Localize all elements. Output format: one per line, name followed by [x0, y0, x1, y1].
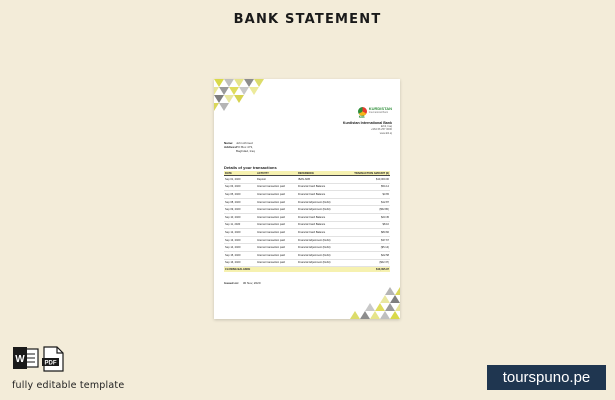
cell-activity: Internet transaction paid [257, 246, 285, 250]
cell-activity: Internet transaction paid [257, 215, 285, 219]
header-activity: ACTIVITY [257, 171, 269, 175]
word-icon-letter: W [15, 354, 25, 365]
page-heading: BANK STATEMENT [233, 12, 382, 27]
transactions-table [224, 171, 390, 267]
cell-amount: $3.65 [382, 192, 389, 196]
cell-amount: $23.45 [381, 215, 389, 219]
cell-date: Sep 10, 2020 [225, 215, 241, 219]
cell-date: Sep 15, 2020 [225, 253, 241, 257]
table-row [224, 252, 390, 260]
bank-web-line: www.kib.iq [379, 131, 392, 135]
issued-on-label: Issued on: [224, 281, 240, 285]
decorative-triangles-top-left [214, 79, 266, 119]
cell-activity: Internet transaction paid [257, 238, 285, 242]
bank-info [343, 106, 392, 135]
cell-date: Sep 13, 2020 [225, 238, 241, 242]
closing-balance-row [224, 267, 390, 272]
cell-reference: Financial Adjustment (Debit) [298, 261, 331, 265]
customer-info [224, 141, 255, 153]
cell-reference: Financial Cash Balance [298, 223, 326, 227]
issued-on [224, 281, 260, 285]
cell-activity: Internet transaction paid [257, 230, 285, 234]
cell-reference: Financial Adjustment (Debit) [298, 238, 331, 242]
customer-name-label: Name: [224, 141, 234, 145]
cell-activity: Internet transaction paid [257, 253, 285, 257]
cell-amount: $37.67 [381, 238, 389, 242]
bank-logo-abbr: KIB [358, 115, 365, 119]
cell-reference: Financial Adjustment (Debit) [298, 246, 331, 250]
bank-logo [343, 106, 392, 119]
pdf-icon-label: PDF [44, 360, 57, 367]
brand-logo[interactable]: tourspuno.pe [487, 365, 606, 390]
cell-reference: Financial Cash Balance [298, 230, 326, 234]
closing-balance-label: CLOSING BALANCE [225, 268, 251, 271]
bank-address-line: Erbil, Iraq [380, 125, 392, 128]
table-row [224, 191, 390, 199]
customer-address-line2: Baghdad, Iraq [236, 149, 255, 153]
cell-amount: ($62.37) [379, 261, 389, 265]
bank-logo-name: KURDISTAN [368, 106, 392, 111]
header-reference: REFERENCE [298, 171, 314, 175]
cell-reference: Financial Cash Balance [298, 185, 326, 189]
cell-reference: IBAN ADB [298, 177, 310, 181]
table-row [224, 184, 390, 192]
table-row [224, 229, 390, 237]
bank-phone-line: +964 66 257 0000 [371, 128, 392, 132]
cell-date: Sep 01, 2020 [225, 177, 241, 181]
cell-activity: Internet transaction paid [257, 192, 285, 196]
bank-name: Kurdistan International Bank [342, 121, 392, 125]
cell-date: Sep 09, 2020 [225, 208, 241, 212]
header-amount: TRANSACTION AMOUNT (€) [354, 171, 389, 175]
issued-on-value: 30 Nov, 2020 [242, 281, 261, 285]
customer-name-value: John Ahmed [236, 141, 253, 145]
cell-amount: $8.10 [382, 223, 389, 227]
table-row [224, 214, 390, 222]
header-date: DATE [225, 171, 232, 175]
closing-balance-value: $10,095.97 [376, 268, 389, 271]
editable-template-text: fully editable template [12, 380, 125, 391]
cell-date: Sep 05, 2020 [225, 192, 241, 196]
cell-date: Sep 11, 2020 [225, 223, 241, 227]
cell-amount: $22.58 [381, 253, 389, 257]
table-row [224, 244, 390, 252]
cell-date: Sep 08, 2020 [225, 200, 241, 204]
cell-amount: $83.82 [381, 230, 389, 234]
cell-reference: Financial Cash Balance [298, 192, 326, 196]
cell-activity: Internet transaction paid [257, 208, 285, 212]
file-format-icons [12, 346, 64, 372]
cell-activity: Internet transaction paid [257, 261, 285, 265]
cell-date: Sep 12, 2020 [225, 230, 241, 234]
table-row [224, 237, 390, 245]
cell-amount: ($5.14) [380, 246, 389, 250]
pdf-file-icon [42, 346, 64, 372]
cell-activity: Deposit [257, 177, 266, 181]
table-row [224, 222, 390, 230]
cell-date: Sep 03, 2020 [225, 185, 241, 189]
cell-date: Sep 14, 2020 [225, 246, 241, 250]
cell-reference: Financial Adjustment (Debit) [298, 208, 331, 212]
cell-amount: ($52.80) [379, 208, 389, 212]
cell-date: Sep 16, 2020 [225, 261, 241, 265]
cell-activity: Internet transaction paid [257, 185, 285, 189]
section-title: Details of your transactions [224, 165, 277, 170]
statement-document [214, 79, 400, 319]
table-row [224, 206, 390, 214]
table-row [224, 260, 390, 268]
cell-activity: Internet transaction paid [257, 200, 285, 204]
cell-amount: $12.87 [381, 200, 389, 204]
cell-reference: Financial Adjustment (Debit) [298, 253, 331, 257]
word-file-icon [12, 346, 39, 370]
cell-amount: $10,000.00 [376, 177, 389, 181]
customer-address-line1: PO Box 473, [236, 145, 254, 149]
decorative-triangles-bottom-right [348, 277, 400, 319]
bank-logo-sub: International Bank [368, 111, 389, 114]
cell-reference: Financial Cash Balance [298, 215, 326, 219]
cell-reference: Financial Adjustment (Debit) [298, 200, 331, 204]
cell-amount: $54.14 [381, 185, 389, 189]
table-row [224, 176, 390, 184]
cell-activity: Internet transaction paid [257, 223, 285, 227]
customer-address-label: Address: [224, 145, 238, 149]
table-row [224, 199, 390, 207]
